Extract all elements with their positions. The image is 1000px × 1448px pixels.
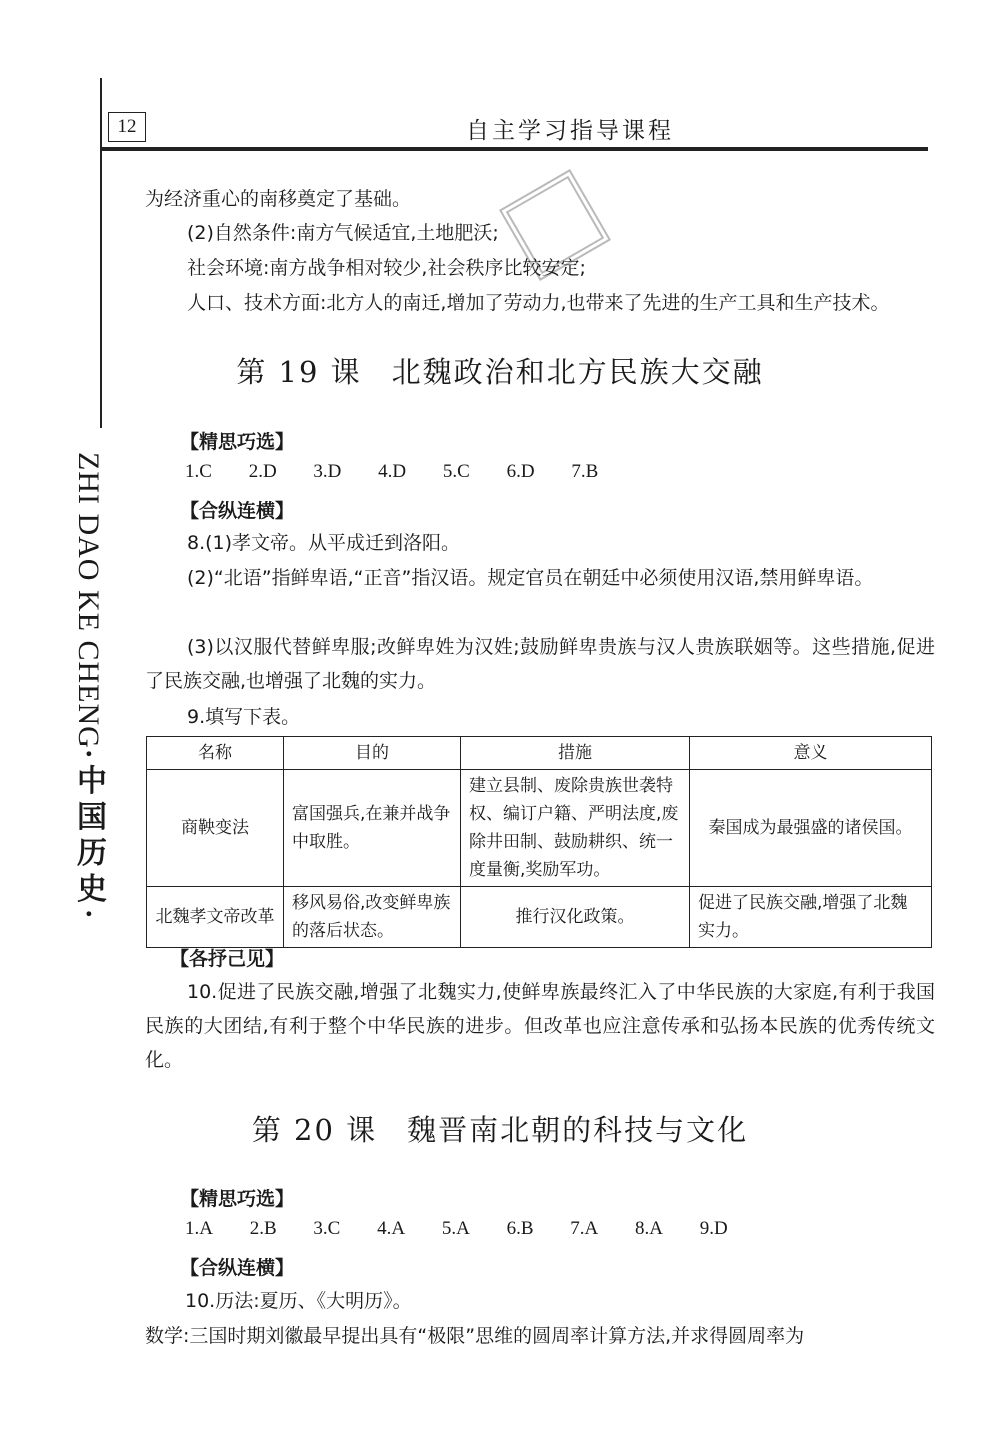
table-cell: 建立县制、废除贵族世袭特权、编订户籍、严明法度,废除井田制、鼓励耕织、统一度量衡,奖励军功。: [461, 770, 690, 887]
lesson19-answers: [185, 461, 620, 483]
lesson19-title: 北魏政治和北方民族大交融: [391, 355, 764, 389]
table-header: 目的: [284, 737, 461, 770]
lesson19-section-opinion: 【各抒己见】: [170, 948, 285, 970]
intro-line-4: 人口、技术方面:北方人的南迁,增加了劳动力,也带来了先进的生产工具和生产技术。: [187, 292, 890, 314]
table-cell: 促进了民族交融,增强了北魏实力。: [690, 887, 932, 948]
lesson19-q9: 9.填写下表。: [187, 706, 301, 728]
lesson20-section-choice: 【精思巧选】: [180, 1188, 295, 1210]
lesson19-q8-part3: (3)以汉服代替鲜卑服;改鲜卑姓为汉姓;鼓励鲜卑贵族与汉人贵族联姻等。这些措施,促进了民族交融,也增强了北魏的实力。: [145, 636, 935, 692]
table-header-row: [147, 737, 932, 770]
table-row: [147, 887, 932, 948]
table-cell: 推行汉化政策。: [461, 887, 690, 948]
lesson19-heading: [0, 350, 1000, 391]
answer-item: 4.D: [378, 461, 407, 482]
lesson19-section-link: 【合纵连横】: [180, 500, 295, 522]
answer-item: 3.D: [313, 461, 342, 482]
table-header: 名称: [147, 737, 284, 770]
lesson19-q8-part2: (2)“北语”指鲜卑语,“正音”指汉语。规定官员在朝廷中必须使用汉语,禁用鲜卑语。: [187, 567, 874, 589]
header-rule: [100, 147, 928, 151]
side-title-latin: ZHI DAO KE CHENG: [72, 452, 105, 749]
side-vertical-title: [58, 452, 118, 972]
comparison-table: [146, 736, 932, 948]
lesson20-title: 魏晋南北朝的科技与文化: [407, 1113, 749, 1147]
table-row: [147, 770, 932, 887]
lesson19-q10: 10.促进了民族交融,增强了北魏实力,使鲜卑族最终汇入了中华民族的大家庭,有利于我国民族的大团结,有利于整个中华民族的进步。但改革也应注意传承和弘扬本民族的优秀传统文化。: [145, 981, 935, 1071]
answer-item: 6.B: [506, 1218, 534, 1239]
lesson20-q10-part1: 10.历法:夏历、《大明历》。: [185, 1290, 412, 1312]
answer-item: 8.A: [635, 1218, 663, 1239]
answer-item: 6.D: [506, 461, 535, 482]
side-title-chinese: ·中国历史·: [72, 748, 105, 925]
table-cell: 北魏孝文帝改革: [147, 887, 284, 948]
table-cell: 富国强兵,在兼并战争中取胜。: [284, 770, 461, 887]
answer-item: 5.C: [442, 461, 470, 482]
lesson20-heading: [0, 1108, 1000, 1149]
table-cell: 移风易俗,改变鲜卑族的落后状态。: [284, 887, 461, 948]
lesson19-q8-part1: 8.(1)孝文帝。从平成迁到洛阳。: [187, 532, 461, 554]
intro-line-3: 社会环境:南方战争相对较少,社会秩序比较安定;: [187, 257, 586, 279]
answer-item: 3.C: [313, 1218, 341, 1239]
lesson20-number: 第 20 课: [251, 1113, 378, 1147]
lesson20-section-link: 【合纵连横】: [180, 1257, 295, 1279]
answer-item: 7.A: [570, 1218, 599, 1239]
intro-line-2: (2)自然条件:南方气候适宜,土地肥沃;: [187, 222, 499, 244]
table-header: 意义: [690, 737, 932, 770]
answer-item: 1.C: [185, 461, 212, 482]
running-title: 自主学习指导课程: [466, 118, 674, 144]
answer-item: 2.D: [248, 461, 277, 482]
answer-item: 4.A: [377, 1218, 406, 1239]
page-number: 12: [108, 112, 146, 142]
answer-item: 2.B: [249, 1218, 277, 1239]
answer-item: 9.D: [699, 1218, 728, 1239]
table-cell: 秦国成为最强盛的诸侯国。: [690, 770, 932, 887]
answer-item: 5.A: [441, 1218, 470, 1239]
answer-item: 7.B: [571, 461, 599, 482]
lesson19-number: 第 19 课: [236, 355, 362, 389]
intro-line-1: 为经济重心的南移奠定了基础。: [145, 188, 412, 210]
answer-item: 1.A: [185, 1218, 213, 1239]
lesson19-section-choice: 【精思巧选】: [180, 431, 295, 453]
table-header: 措施: [461, 737, 690, 770]
table-cell: 商鞅变法: [147, 770, 284, 887]
lesson20-answers: [185, 1218, 750, 1240]
lesson20-q10-part2: 数学:三国时期刘徽最早提出具有“极限”思维的圆周率计算方法,并求得圆周率为: [145, 1325, 805, 1347]
